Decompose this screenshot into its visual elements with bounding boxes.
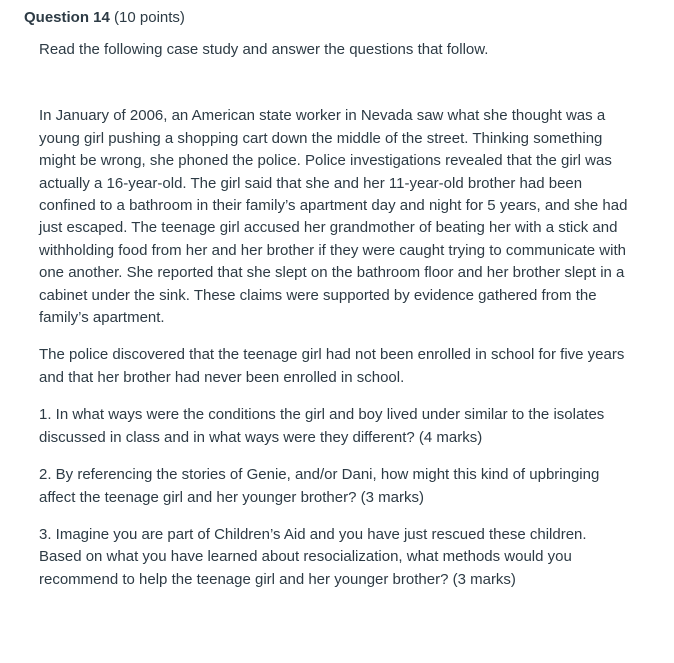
question-item-2: 2. By referencing the stories of Genie, and/or Dani, how might this kind of upbringing affect the teenage girl and her younger brother? (3 marks) xyxy=(39,466,600,506)
case-study-text: In January of 2006, an American state worker in Nevada saw what she thought was a young girl pushing a shopping cart down the middle of the street. Thinking something might be wrong, she phoned the police. Police investigations revealed that the girl was actually a 16-year-old. The girl said that she and her 11-year-old brother had been confined to a bathroom in their family’s apartment day and night for 5 years, and she had just escaped. The teenage girl accused her grandmother of beating her with a stick and withholding food from her and her brother if they were caught trying to communicate with one another. She reported that she slept on the bathroom floor and her brother slept in a cabinet under the sink. These claims were supported by evidence gathered from the family’s apartment. xyxy=(39,107,628,327)
question-points: (10 points) xyxy=(114,9,185,26)
question-body xyxy=(39,39,629,591)
intro-text: Read the following case study and answer the questions that follow. xyxy=(39,41,489,58)
question-header xyxy=(24,8,185,28)
question-item-1: 1. In what ways were the conditions the girl and boy lived under similar to the isolates discussed in class and in what ways were they different? (4 marks) xyxy=(39,406,605,446)
discovery-text: The police discovered that the teenage girl had not been enrolled in school for five years and that her brother had never been enrolled in school. xyxy=(39,346,625,386)
question-title: Question 14 xyxy=(24,9,110,26)
question-item-3: 3. Imagine you are part of Children’s Aid and you have just rescued these children. Based on what you have learned about resocialization, what methods would you recommend to help the teenage girl and her younger brother? (3 marks) xyxy=(39,525,587,588)
